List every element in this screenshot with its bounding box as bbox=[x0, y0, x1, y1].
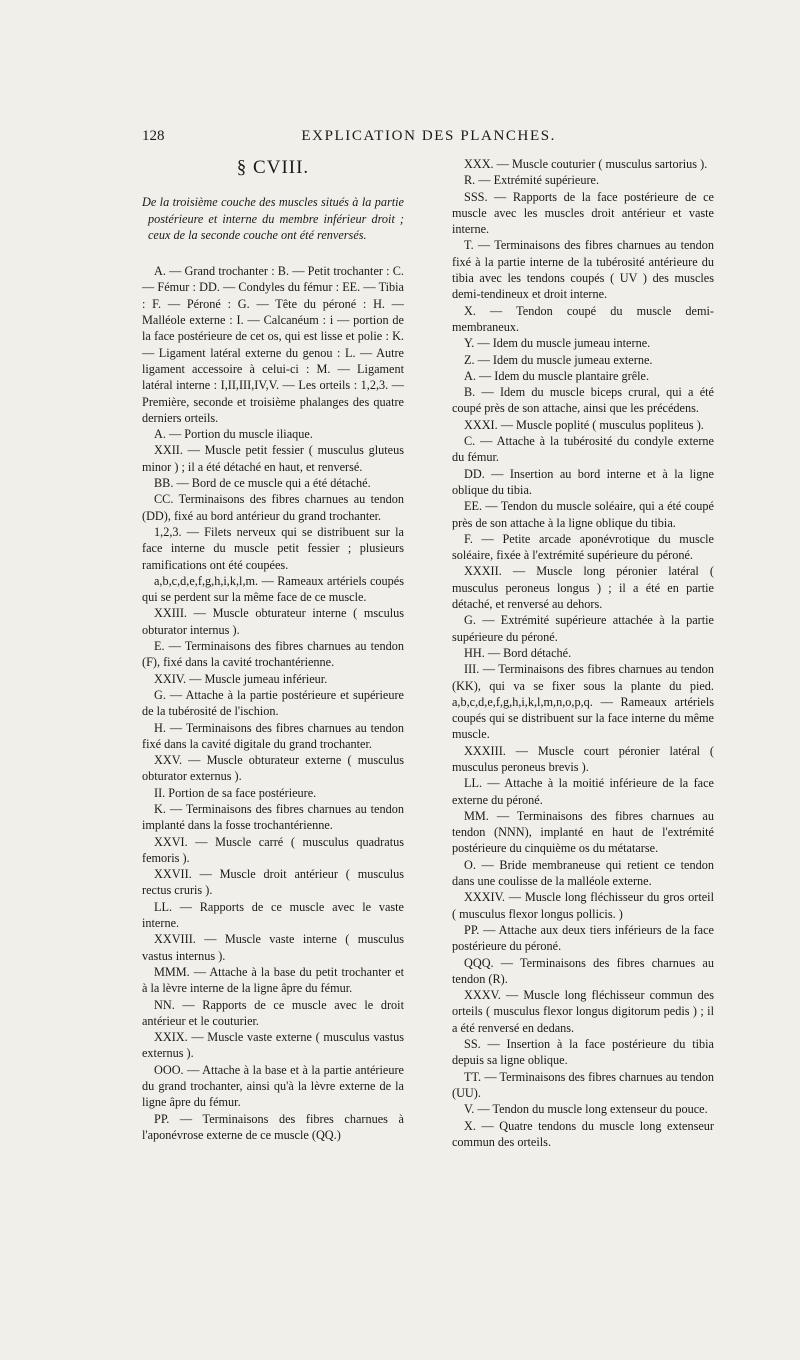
legend-entry: X. — Tendon coupé du muscle demi-membraneux. bbox=[452, 303, 714, 334]
legend-entry: EE. — Tendon du muscle soléaire, qui a été coupé près de son attache à la ligne oblique du tibia. bbox=[452, 499, 714, 530]
legend-entry: MMM. — Attache à la base du petit trochanter et à la lèvre interne de la ligne âpre du fémur. bbox=[142, 964, 404, 996]
legend-entry: K. — Terminaisons des fibres charnues au tendon implanté dans la fosse trochantérienne. bbox=[142, 801, 404, 833]
legend-entry: XXVIII. — Muscle vaste interne ( musculus vastus internus ). bbox=[142, 932, 404, 963]
legend-entry: III. — Terminaisons des fibres charnues au tendon (KK), qui va se fixer sous la plante du pied. a,b,c,d,e,f,g,h,i,k,l,m,n,o,p,q. — Rameaux artériels coupés qui se distribuent sur la face interne du même muscle. bbox=[452, 662, 714, 742]
legend-entry: MM. — Terminaisons des fibres charnues au tendon (NNN), implanté en haut de l'extrémité postérieure du cinquième os du métatarse. bbox=[452, 808, 714, 856]
legend-entry: XXIV. — Muscle jumeau inférieur. bbox=[154, 671, 328, 686]
legend-entry: TT. — Terminaisons des fibres charnues au tendon (UU). bbox=[452, 1069, 714, 1100]
legend-entry: PP. — Terminaisons des fibres charnues à l'aponévrose externe de ce muscle (QQ.) bbox=[142, 1111, 404, 1142]
page-number: 128 bbox=[142, 128, 165, 144]
legend-entry: XXVI. — Muscle carré ( musculus quadratus femoris ). bbox=[142, 834, 404, 865]
legend-entry: CC. Terminaisons des fibres charnues au tendon (DD), fixé au bord antérieur du grand trochanter. bbox=[142, 492, 404, 523]
legend-entry: O. — Bride membraneuse qui retient ce tendon dans une coulisse de la malléole externe. bbox=[452, 857, 714, 889]
legend-entry: II. Portion de sa face postérieure. bbox=[154, 785, 317, 800]
legend-entry: A. — Idem du muscle plantaire grêle. bbox=[464, 368, 650, 383]
legend-entry: LL. — Attache à la moitié inférieure de la face externe du péroné. bbox=[452, 776, 714, 807]
legend-entry: Y. — Idem du muscle jumeau interne. bbox=[464, 336, 651, 351]
legend-entry: XXXV. — Muscle long fléchisseur commun des orteils ( musculus flexor longus digitorum pedis ) ; il a été renversé en dedans. bbox=[452, 988, 714, 1035]
legend-entry: XXXI. — Muscle poplité ( musculus popliteus ). bbox=[464, 417, 704, 432]
legend-entry: QQQ. — Terminaisons des fibres charnues au tendon (R). bbox=[452, 955, 714, 986]
legend-entry: XXXIV. — Muscle long fléchisseur du gros orteil ( musculus flexor longus pollicis. ) bbox=[452, 890, 714, 921]
legend-entry: LL. — Rapports de ce muscle avec le vaste interne. bbox=[142, 899, 404, 931]
legend-entry: XXVII. — Muscle droit antérieur ( musculus rectus cruris ). bbox=[142, 867, 404, 898]
legend-entry: A. — Grand trochanter : B. — Petit trochanter : C. — Fémur : DD. — Condyles du fémur : EE. — Tibia : F. — Péroné : G. — Tête du péroné : H. — Malléole externe : I. — Calcanéum : i — portion de la face postérieure de cet os, qui est lisse et polie : K. — Ligament latéral externe du genou : L. — Autre ligament accessoire à celui-ci : M. — Ligament latéral interne : I,II,III,IV,V. — Les orteils : 1,2,3. — Première, seconde et troisième phalanges des quatre derniers orteils. bbox=[142, 264, 404, 425]
legend-entry: SS. — Insertion à la face postérieure du tibia depuis sa ligne oblique. bbox=[452, 1037, 714, 1068]
legend-entry: R. — Extrémité supérieure. bbox=[464, 173, 600, 188]
legend-entry: BB. — Bord de ce muscle qui a été détaché. bbox=[154, 476, 371, 491]
legend-entry: XXII. — Muscle petit fessier ( musculus gluteus minor ) ; il a été détaché en haut, et renversé. bbox=[142, 443, 404, 474]
legend-entry: XXV. — Muscle obturateur externe ( musculus obturator externus ). bbox=[142, 753, 404, 784]
legend-entry: T. — Terminaisons des fibres charnues au tendon fixé à la partie interne de la tubérosité antérieure du tibia avec les tendons coupés ( UV ) des muscles demi-tendineux et droit interne. bbox=[452, 238, 714, 302]
legend-entry: a,b,c,d,e,f,g,h,i,k,l,m. — Rameaux artériels coupés qui se perdent sur la même face de ce muscle. bbox=[142, 573, 404, 605]
legend-entry: E. — Terminaisons des fibres charnues au tendon (F), fixé dans la cavité trochantérienne. bbox=[142, 639, 404, 670]
legend-entry: F. — Petite arcade aponévrotique du muscle soléaire, fixée à l'extrémité supérieure du péroné. bbox=[452, 531, 714, 563]
legend-entry: DD. — Insertion au bord interne et à la ligne oblique du tibia. bbox=[452, 466, 714, 497]
legend-entry: G. — Extrémité supérieure attachée à la partie supérieure du péroné. bbox=[452, 613, 714, 644]
running-title: EXPLICATION DES PLANCHES. bbox=[301, 128, 556, 144]
legend-entry: B. — Idem du muscle biceps crural, qui a été coupé près de son attache, ainsi que les précédens. bbox=[452, 385, 714, 416]
legend-entry: PP. — Attache aux deux tiers inférieurs de la face postérieure du péroné. bbox=[452, 922, 714, 954]
legend-entry: OOO. — Attache à la base et à la partie antérieure du grand trochanter, ainsi qu'à la lèvre externe de la ligne âpre du fémur. bbox=[142, 1062, 404, 1110]
legend-entry: XXX. — Muscle couturier ( musculus sartorius ). bbox=[464, 157, 708, 171]
legend-entry: G. — Attache à la partie postérieure et supérieure de la tubérosité de l'ischion. bbox=[142, 687, 404, 719]
legend-entry: XXXIII. — Muscle court péronier latéral ( musculus peroneus brevis ). bbox=[452, 743, 714, 774]
legend-entry: XXIX. — Muscle vaste externe ( musculus vastus externus ). bbox=[142, 1030, 404, 1061]
legend-entry: NN. — Rapports de ce muscle avec le droit antérieur et le couturier. bbox=[142, 997, 404, 1028]
right-column bbox=[452, 156, 714, 1150]
legend-entry: H. — Terminaisons des fibres charnues au tendon fixé dans la cavité digitale du grand trochanter. bbox=[142, 720, 404, 751]
legend-entry: Z. — Idem du muscle jumeau externe. bbox=[464, 352, 653, 367]
legend-entry: HH. — Bord détaché. bbox=[464, 645, 572, 660]
right-entries bbox=[452, 156, 714, 1150]
page-header bbox=[142, 128, 556, 150]
legend-entry: A. — Portion du muscle iliaque. bbox=[154, 427, 313, 442]
legend-entry: XXXII. — Muscle long péronier latéral ( musculus peroneus longus ) ; il a été en partie détaché, et renversé au dehors. bbox=[452, 564, 714, 612]
legend-entry: 1,2,3. — Filets nerveux qui se distribuent sur la face interne du muscle petit fessier ; plusieurs ramifications ont été coupées. bbox=[142, 524, 404, 572]
legend-entry: X. — Quatre tendons du muscle long extenseur commun des orteils. bbox=[452, 1118, 714, 1149]
legend-entry: XXIII. — Muscle obturateur interne ( msculus obturator internus ). bbox=[142, 606, 404, 637]
left-column bbox=[142, 156, 404, 1143]
legend-entry: SSS. — Rapports de la face postérieure de ce muscle avec les muscles droit antérieur et vaste interne. bbox=[452, 189, 714, 237]
section-title: § CVIII. bbox=[236, 157, 310, 178]
legend-entry: V. — Tendon du muscle long extenseur du pouce. bbox=[464, 1102, 708, 1117]
left-entries bbox=[142, 263, 404, 1143]
section-subtitle: De la troisième couche des muscles situés à la partie postérieure et interne du membre inférieur droit ; ceux de la seconde couche ont été renversés. bbox=[142, 195, 404, 242]
legend-entry: C. — Attache à la tubérosité du condyle externe du fémur. bbox=[452, 434, 714, 465]
